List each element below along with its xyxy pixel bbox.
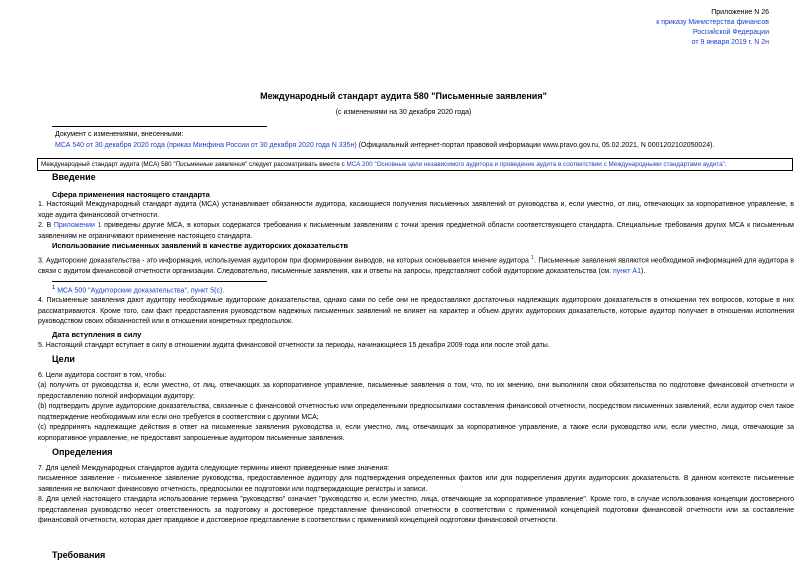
footnote-ref[interactable]: 1 [531,255,535,261]
paragraph-2: 2. В Приложении 1 приведены другие МСА, в которых содержатся требования к письменным заявлениям с точки зрения предметной области соответствующего стандарта. Специальные требования других МСА к письменным заявлениям не ограничивают применение настоящего стандарта. [38,222,794,240]
doc-changes [55,129,795,151]
paragraph-6a: (a) получить от руководства и, если уместно, от лиц, отвечающих за корпоративное управление, письменные заявления о том, что, по их мнению, они выполнили свои обязательства по подготовке финансовой отчетности и предоставлению полной информации аудитору; [38,382,794,400]
appendix-order-link[interactable]: к приказу Министерства финансов [656,19,769,26]
heading-intro: Введение [52,172,96,182]
divider [52,126,267,127]
heading-use: Использование письменных заявлений в качестве аудиторских доказательств [52,241,349,250]
paragraph-7: 7. Для целей Международных стандартов аудита следующие термины имеют приведенные ниже значения: [38,465,390,472]
note-text: Международный стандарт аудита (МСА) 580 " [41,161,176,168]
note-italic: Письменные заявления [175,161,245,168]
appendix-ministry-link[interactable]: Российской Федерации [692,29,769,36]
note-end: . [724,161,727,168]
appendix-number: Приложение N 26 [711,9,769,16]
page-title: Международный стандарт аудита 580 "Письменные заявления" [260,91,547,101]
paragraph-7a: письменное заявление - письменное заявление руководства, предоставленное аудитору для подтверждения определенных фактов или для подкрепления других аудиторских доказательств. В данном контексте письменные заявления не включают финансовую отчетность, предпосылки ее подготовки или подтверждающие регистры и записи. [38,475,794,493]
appendix-block [656,8,769,48]
note-text-mid: " следует рассматривать вместе с [244,161,347,168]
note-link[interactable]: МСА 200 "Основные цели независимого аудитора и проведение аудита в соответствии с Международными стандартами аудита" [346,161,725,168]
footnote-number: 1 [52,285,56,291]
heading-effective: Дата вступления в силу [52,330,142,339]
footnote-divider [52,281,267,282]
heading-requirements: Требования [52,550,106,560]
doc-changes-rest: (Официальный интернет-портал правовой информации www.pravo.gov.ru, 05.02.2021, N 0001202102050024). [356,142,715,149]
paragraph-6c: (c) предпринять надлежащие действия в ответ на письменные заявления руководства и, если уместно, лиц, отвечающих за корпоративное управление, а также если руководство или, если уместно, лица, отвечающие за корпоративное управление, не предоставят запрошенные аудитором письменные заявления. [38,424,794,442]
heading-definitions: Определения [52,447,113,457]
note-box [37,158,793,171]
doc-changes-line [55,140,795,151]
heading-goals: Цели [52,354,75,364]
appendix-date-link[interactable]: от 9 января 2019 г. N 2н [691,39,769,46]
page-subtitle: (с изменениями на 30 декабря 2020 года) [335,109,472,116]
paragraph-8: 8. Для целей настоящего стандарта использование термина "руководство" означает "руководство и, если уместно, лица, отвечающие за корпоративное управление". Кроме того, в случае использования концепции достоверного представления руководство несет ответственность за подготовку и достоверное представление финансовой отчетности в соответствии с применимой концепцией подготовки финансовой отчетности или за составление финансовой отчетности, которая дает правдивое и достоверное представление в соответствии с применимой концепцией подготовки финансовой отчетности. [38,496,794,524]
a1-link[interactable]: пункт А1 [612,267,641,275]
paragraph-4: 4. Письменные заявления дают аудитору необходимые аудиторские доказательства, однако сами по себе они не предоставляют достаточных надлежащих аудиторских доказательств в отношении тех вопросов, которые в них рассматриваются. Кроме того, сам факт предоставления руководством надежных письменных заявлений не влияет на характер и объем других аудиторских доказательств, которые аудитор получает в отношении исполнения руководством своих обязанностей или в отношении конкретных предпосылок. [38,297,794,325]
paragraph-5: 5. Настоящий стандарт вступает в силу в отношении аудита финансовой отчетности за периоды, начинающиеся 15 декабря 2009 года или после этой даты. [38,342,550,349]
paragraph-6b: (b) подтвердить другие аудиторские доказательства, связанные с финансовой отчетностью или определенными предпосылками составления финансовой отчетности, посредством письменных заявлений, если аудитор счел такое подтверждение необходимым или если оно требуется в соответствии с другими МСА; [38,403,794,421]
doc-changes-label: Документ с изменениями, внесенными: [55,131,184,138]
paragraph-1: 1. Настоящий Международный стандарт аудита (МСА) устанавливает обязанности аудитора, касающиеся получения письменных заявлений от руководства и, если уместно, от лиц, отвечающих за корпоративное управление, в ходе аудита финансовой отчетности. [38,201,794,219]
paragraph-6: 6. Цели аудитора состоят в том, чтобы: [38,372,167,379]
paragraph-3: 3. Аудиторские доказательства - это информация, используемая аудитором при формировании выводов, на которых основывается мнение аудитора $^1$. Письменные заявления являются необходимой информацией для аудитора в связи с аудитом финансовой отчетности организации. Следовательно, письменные заявления, как и ответы на запросы, представляют собой аудиторские доказательства (см. пункт А1). [38,255,795,275]
heading-scope: Сфера применения настоящего стандарта [52,190,210,199]
footnote [52,285,224,294]
appendix1-link[interactable]: Приложении 1 [53,222,102,229]
footnote-link[interactable]: МСА 500 "Аудиторские доказательства", пункт 5(с). [55,287,225,295]
doc-changes-link[interactable]: МСА 540 от 30 декабря 2020 года (приказ Минфина России от 30 декабря 2020 года N 335н) [55,142,357,149]
